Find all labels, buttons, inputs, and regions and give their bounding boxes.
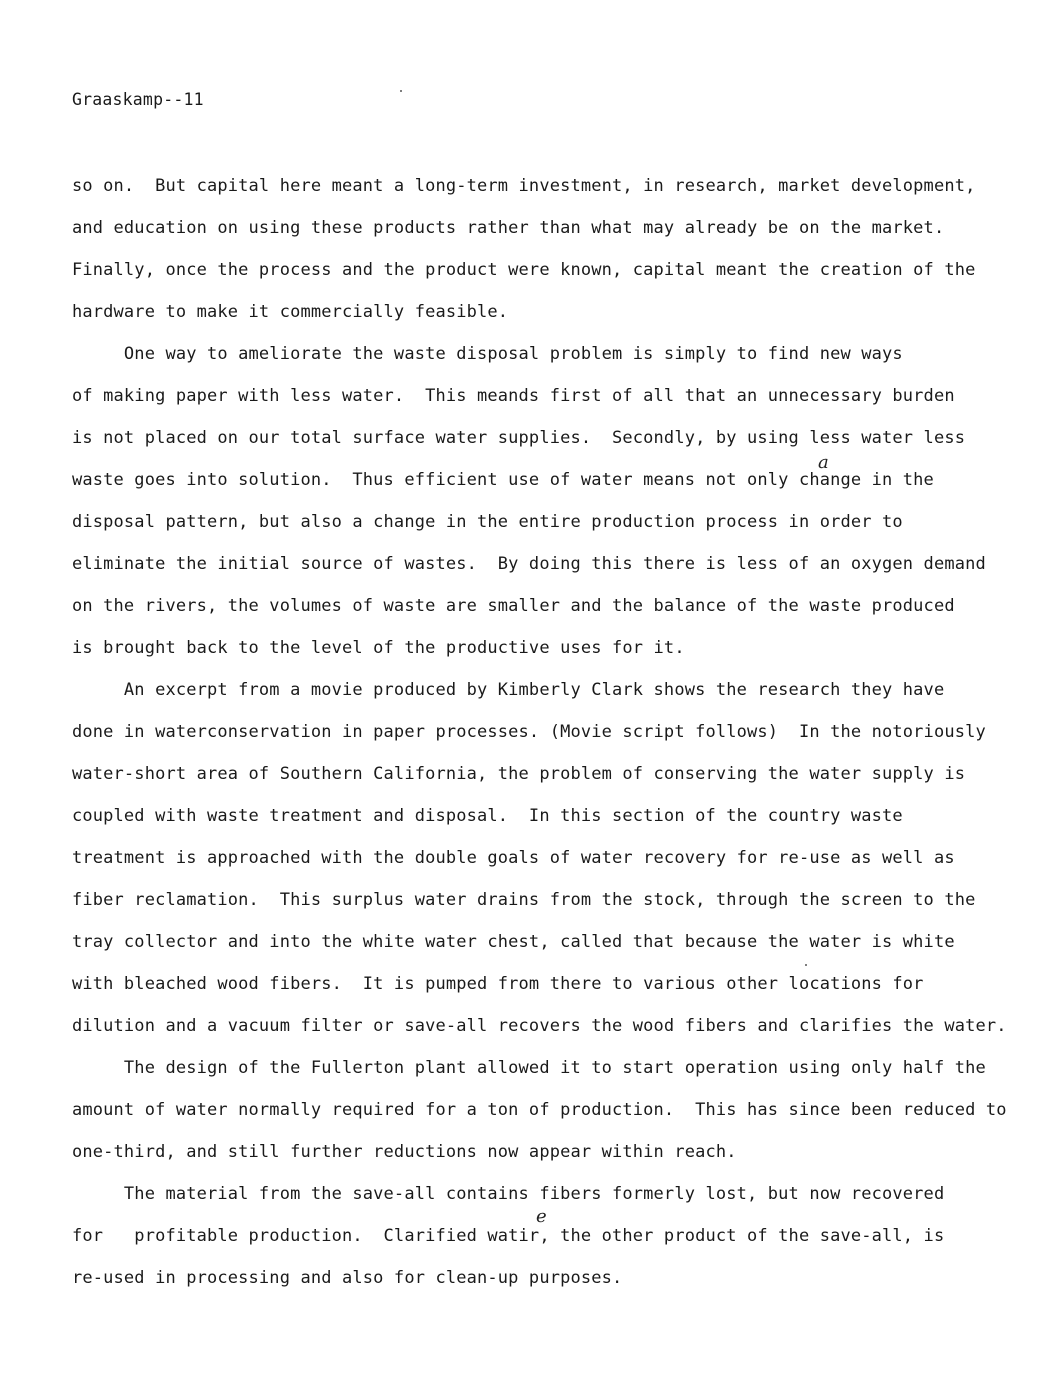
text-line: one-third, and still further reductions now appear within reach. — [72, 1142, 737, 1162]
text-line: dilution and a vacuum filter or save-all recovers the wood fibers and clarifies the water. — [72, 1016, 1007, 1036]
text-line: of making paper with less water. This meands first of all that an unnecessary burden — [72, 386, 955, 406]
text-line: Finally, once the process and the product were known, capital meant the creation of the — [72, 260, 976, 280]
text-line: re-used in processing and also for clean-up purposes. — [72, 1268, 623, 1288]
text-line: The design of the Fullerton plant allowed it to start operation using only half the — [72, 1058, 986, 1078]
handwritten-insert-e: e — [536, 1206, 547, 1227]
text-line: done in waterconservation in paper processes. (Movie script follows) In the notoriously — [72, 722, 986, 742]
text-line: on the rivers, the volumes of waste are smaller and the balance of the waste produced — [72, 596, 955, 616]
text-line: eliminate the initial source of wastes. By doing this there is less of an oxygen demand — [72, 554, 986, 574]
text-line: is not placed on our total surface water supplies. Secondly, by using less water less — [72, 428, 966, 448]
paper-speck — [400, 90, 402, 92]
paper-speck — [805, 964, 807, 966]
text-line: disposal pattern, but also a change in the entire production process in order to — [72, 512, 903, 532]
text-line: The material from the save-all contains fibers formerly lost, but now recovered — [72, 1184, 945, 1204]
text-line: One way to ameliorate the waste disposal problem is simply to find new ways — [72, 344, 903, 364]
text-line: with bleached wood fibers. It is pumped from there to various other locations for — [72, 974, 924, 994]
text-line: fiber reclamation. This surplus water drains from the stock, through the screen to the — [72, 890, 976, 910]
handwritten-insert-a: a — [818, 452, 829, 473]
text-line: water-short area of Southern California, the problem of conserving the water supply is — [72, 764, 966, 784]
text-line: amount of water normally required for a ton of production. This has since been reduced to — [72, 1100, 1007, 1120]
text-line: treatment is approached with the double goals of water recovery for re-use as well as — [72, 848, 955, 868]
text-line: for profitable production. Clarified watir, the other product of the save-all, is — [72, 1226, 945, 1246]
text-line: is brought back to the level of the productive uses for it. — [72, 638, 685, 658]
text-line: and education on using these products rather than what may already be on the market. — [72, 218, 945, 238]
text-line: waste goes into solution. Thus efficient use of water means not only change in the — [72, 470, 934, 490]
text-line: hardware to make it commercially feasible. — [72, 302, 509, 322]
text-line: tray collector and into the white water chest, called that because the water is white — [72, 932, 955, 952]
page-header: Graaskamp--11 — [72, 90, 204, 109]
text-line: An excerpt from a movie produced by Kimberly Clark shows the research they have — [72, 680, 945, 700]
text-line: coupled with waste treatment and disposal. In this section of the country waste — [72, 806, 903, 826]
text-line: so on. But capital here meant a long-term investment, in research, market development, — [72, 176, 976, 196]
